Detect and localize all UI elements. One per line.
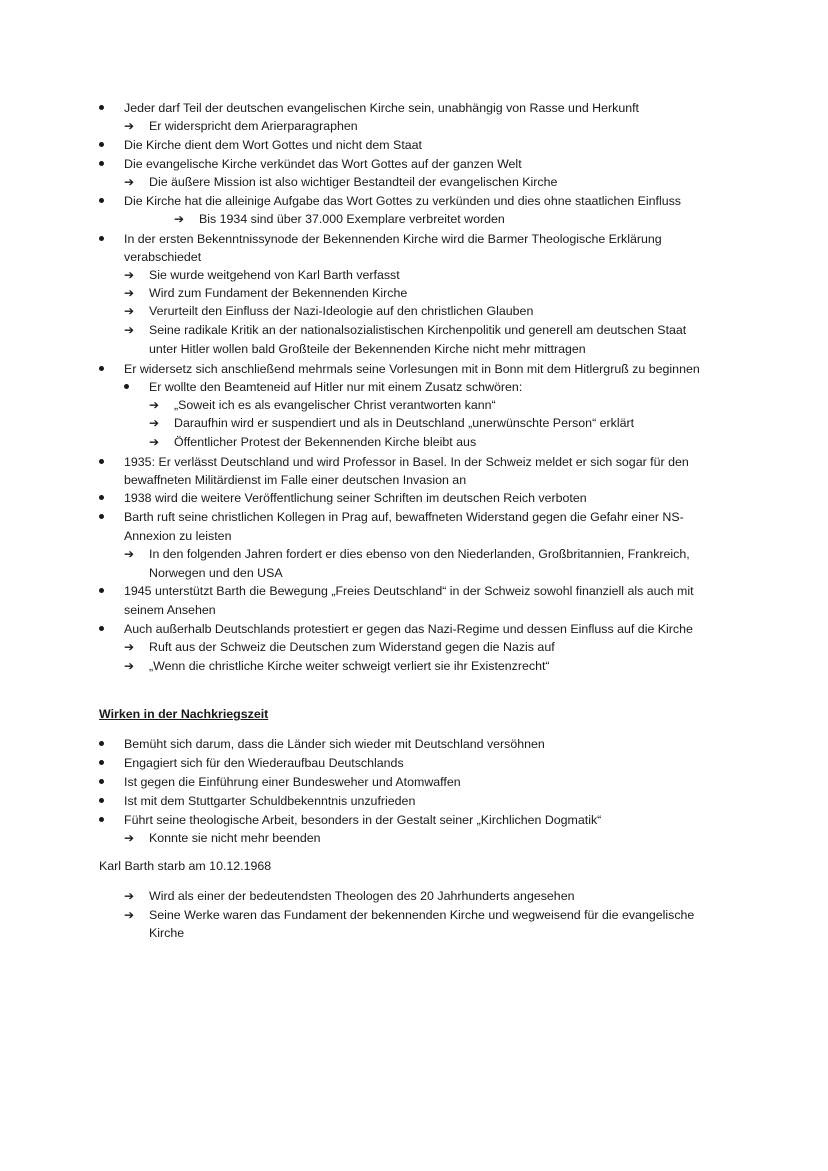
arrow-right-icon: ➔ bbox=[149, 398, 160, 412]
text-line: Karl Barth starb am 10.12.1968 bbox=[99, 859, 272, 873]
arrow-right-icon: ➔ bbox=[124, 268, 135, 282]
bullet-marker bbox=[99, 798, 104, 803]
text-line: verabschiedet bbox=[124, 250, 202, 264]
text-line: Konnte sie nicht mehr beenden bbox=[149, 831, 321, 845]
text-line: unter Hitler wollen bald Großteile der Bekennenden Kirche nicht mehr mittragen bbox=[149, 342, 586, 356]
arrow-right-icon: ➔ bbox=[124, 659, 135, 673]
bullet-marker bbox=[99, 626, 104, 631]
text-line: Jeder darf Teil der deutschen evangelischen Kirche sein, unabhängig von Rasse und Herkunft bbox=[124, 101, 639, 115]
bullet-marker bbox=[99, 817, 104, 822]
arrow-right-icon: ➔ bbox=[124, 175, 135, 189]
text-line: Die evangelische Kirche verkündet das Wort Gottes auf der ganzen Welt bbox=[124, 157, 522, 171]
text-line: Führt seine theologische Arbeit, besonders in der Gestalt seiner „Kirchlichen Dogmatik“ bbox=[124, 813, 602, 827]
text-line: 1938 wird die weitere Veröffentlichung seiner Schriften im deutschen Reich verboten bbox=[124, 491, 587, 505]
text-line: Ist gegen die Einführung einer Bundesweher und Atomwaffen bbox=[124, 775, 461, 789]
text-line: Kirche bbox=[149, 926, 185, 940]
text-line: In den folgenden Jahren fordert er dies ebenso von den Niederlanden, Großbritannien, Frankreich, bbox=[149, 547, 690, 561]
bullet-marker bbox=[99, 514, 104, 519]
text-line: Sie wurde weitgehend von Karl Barth verfasst bbox=[149, 268, 400, 282]
arrow-right-icon: ➔ bbox=[174, 212, 185, 226]
arrow-right-icon: ➔ bbox=[124, 831, 135, 845]
bullet-marker bbox=[99, 105, 104, 110]
text-line: 1945 unterstützt Barth die Bewegung „Freies Deutschland“ in der Schweiz sowohl finanziell als auch mit bbox=[124, 584, 694, 598]
text-line: Wird als einer der bedeutendsten Theologen des 20 Jahrhunderts angesehen bbox=[149, 889, 575, 903]
text-line: „Soweit ich es als evangelischer Christ verantworten kann“ bbox=[174, 398, 496, 412]
text-line: Er wollte den Beamteneid auf Hitler nur mit einem Zusatz schwören: bbox=[149, 380, 523, 394]
text-line: Engagiert sich für den Wiederaufbau Deutschlands bbox=[124, 756, 404, 770]
bullet-marker bbox=[99, 366, 104, 371]
bullet-marker bbox=[99, 495, 104, 500]
arrow-right-icon: ➔ bbox=[124, 119, 135, 133]
text-line: Ruft aus der Schweiz die Deutschen zum Widerstand gegen die Nazis auf bbox=[149, 640, 555, 654]
arrow-right-icon: ➔ bbox=[124, 640, 135, 654]
bullet-marker bbox=[99, 760, 104, 765]
bullet-marker bbox=[99, 588, 104, 593]
text-line: Barth ruft seine christlichen Kollegen in Prag auf, bewaffneten Widerstand gegen die Gefahr einer NS- bbox=[124, 510, 684, 524]
arrow-right-icon: ➔ bbox=[124, 547, 135, 561]
bullet-marker bbox=[99, 236, 104, 241]
text-line: seinem Ansehen bbox=[124, 603, 216, 617]
arrow-right-icon: ➔ bbox=[124, 286, 135, 300]
text-line: Seine radikale Kritik an der nationalsozialistischen Kirchenpolitik und generell am deutschen Staat bbox=[149, 323, 687, 337]
text-line: bewaffneten Militärdienst im Falle einer deutschen Invasion an bbox=[124, 473, 467, 487]
text-line: Norwegen und den USA bbox=[149, 566, 283, 580]
text-line: Er widerspricht dem Arierparagraphen bbox=[149, 119, 358, 133]
text-line: Öffentlicher Protest der Bekennenden Kirche bleibt aus bbox=[174, 435, 477, 449]
text-line: Daraufhin wird er suspendiert und als in Deutschland „unerwünschte Person“ erklärt bbox=[174, 416, 635, 430]
arrow-right-icon: ➔ bbox=[124, 323, 135, 337]
text-line: Seine Werke waren das Fundament der bekennenden Kirche und wegweisend für die evangelische bbox=[149, 908, 695, 922]
arrow-right-icon: ➔ bbox=[124, 889, 135, 903]
text-line: Bis 1934 sind über 37.000 Exemplare verbreitet worden bbox=[199, 212, 505, 226]
bullet-marker bbox=[99, 741, 104, 746]
text-line: „Wenn die christliche Kirche weiter schweigt verliert sie ihr Existenzrecht“ bbox=[149, 659, 550, 673]
arrow-right-icon: ➔ bbox=[149, 416, 160, 430]
text-line: Ist mit dem Stuttgarter Schuldbekenntnis unzufrieden bbox=[124, 794, 416, 808]
text-line: Wird zum Fundament der Bekennenden Kirche bbox=[149, 286, 408, 300]
text-line: Verurteilt den Einfluss der Nazi-Ideologie auf den christlichen Glauben bbox=[149, 304, 534, 318]
text-line: 1935: Er verlässt Deutschland und wird Professor in Basel. In der Schweiz meldet er sich sogar für den bbox=[124, 455, 689, 469]
bullet-marker bbox=[124, 384, 129, 389]
text-line: Die Kirche hat die alleinige Aufgabe das Wort Gottes zu verkünden und dies ohne staatlichen Einfluss bbox=[124, 194, 682, 208]
bullet-marker bbox=[99, 142, 104, 147]
text-line: Annexion zu leisten bbox=[124, 529, 232, 543]
text-line: Die äußere Mission ist also wichtiger Bestandteil der evangelischen Kirche bbox=[149, 175, 558, 189]
arrow-right-icon: ➔ bbox=[124, 908, 135, 922]
arrow-right-icon: ➔ bbox=[149, 435, 160, 449]
text-line: Auch außerhalb Deutschlands protestiert er gegen das Nazi-Regime und dessen Einfluss auf die Kirche bbox=[124, 622, 693, 636]
bullet-marker bbox=[99, 459, 104, 464]
section-heading: Wirken in der Nachkriegszeit bbox=[99, 707, 269, 721]
text-line: Die Kirche dient dem Wort Gottes und nicht dem Staat bbox=[124, 138, 422, 152]
arrow-right-icon: ➔ bbox=[124, 304, 135, 318]
bullet-marker bbox=[99, 161, 104, 166]
bullet-marker bbox=[99, 779, 104, 784]
text-line: Bemüht sich darum, dass die Länder sich wieder mit Deutschland versöhnen bbox=[124, 737, 545, 751]
text-line: In der ersten Bekenntnissynode der Bekennenden Kirche wird die Barmer Theologische Erklärung bbox=[124, 232, 662, 246]
text-line: Er widersetz sich anschließend mehrmals seine Vorlesungen mit in Bonn mit dem Hitlergruß zu beginnen bbox=[124, 362, 700, 376]
bullet-marker bbox=[99, 198, 104, 203]
